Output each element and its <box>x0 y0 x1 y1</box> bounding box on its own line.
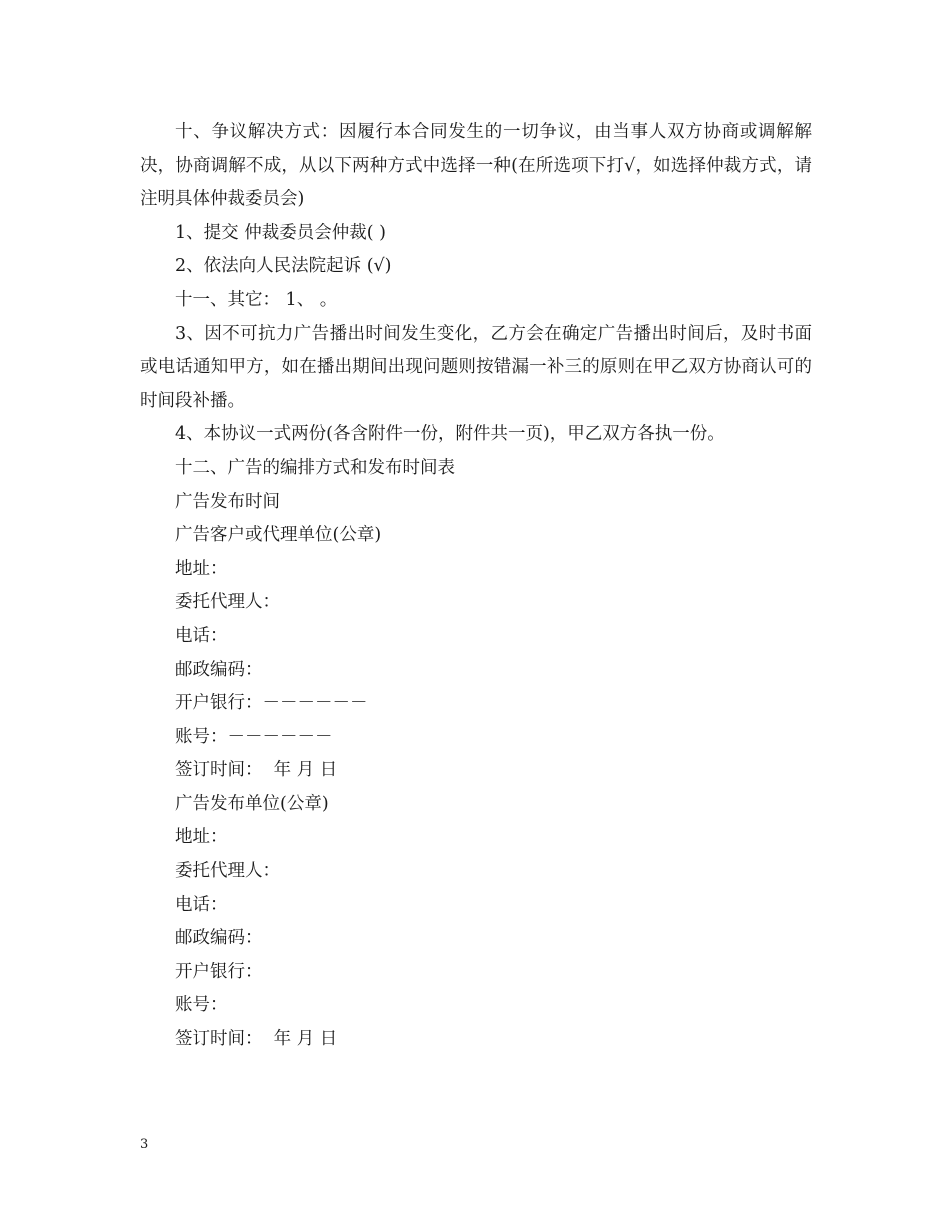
force-majeure-paragraph: 3、因不可抗力广告播出时间发生变化，乙方会在确定广告播出时间后，及时书面或电话通知甲方，如在播出期间出现问题则按错漏一补三的原则在甲乙双方协商认可的时间段补播。 <box>140 323 812 411</box>
section-12-heading: 十二、广告的编排方式和发布时间表 <box>175 457 455 478</box>
publisher-bank-field: 开户银行： <box>175 961 263 982</box>
client-address-field: 地址： <box>175 558 228 579</box>
publisher-phone-field: 电话： <box>175 894 228 915</box>
copies-paragraph: 4、本协议一式两份(各含附件一份，附件共一页)，甲乙双方各执一份。 <box>175 424 725 445</box>
publisher-postcode-field: 邮政编码： <box>175 928 263 949</box>
client-title: 广告客户或代理单位(公章) <box>175 525 382 546</box>
publisher-address-field: 地址： <box>175 827 228 848</box>
arbitration-option: 1、提交 仲裁委员会仲裁( ) <box>175 222 386 243</box>
client-postcode-field: 邮政编码： <box>175 659 263 680</box>
publisher-signed-date-field: 签订时间： 年 月 日 <box>175 1029 338 1050</box>
section-11-heading: 十一、其它： 1、 。 <box>175 289 338 310</box>
client-phone-field: 电话： <box>175 625 228 646</box>
client-signed-date-field: 签订时间： 年 月 日 <box>175 760 338 781</box>
page-number: 3 <box>140 1137 149 1152</box>
publisher-account-field: 账号： <box>175 995 228 1016</box>
publish-time-label: 广告发布时间 <box>175 491 280 512</box>
client-account-field: 账号：－－－－－－ <box>175 726 333 747</box>
publisher-title: 广告发布单位(公章) <box>175 793 329 814</box>
client-agent-field: 委托代理人： <box>175 592 280 613</box>
document-body <box>140 116 812 1057</box>
client-bank-field: 开户银行：－－－－－－ <box>175 693 368 714</box>
publisher-agent-field: 委托代理人： <box>175 861 280 882</box>
dispute-resolution-paragraph: 十、争议解决方式：因履行本合同发生的一切争议，由当事人双方协商或调解解决，协商调解不成，从以下两种方式中选择一种(在所选项下打√，如选择仲裁方式，请注明具体仲裁委员会) <box>140 122 812 210</box>
court-option: 2、依法向人民法院起诉 (√) <box>175 256 392 277</box>
